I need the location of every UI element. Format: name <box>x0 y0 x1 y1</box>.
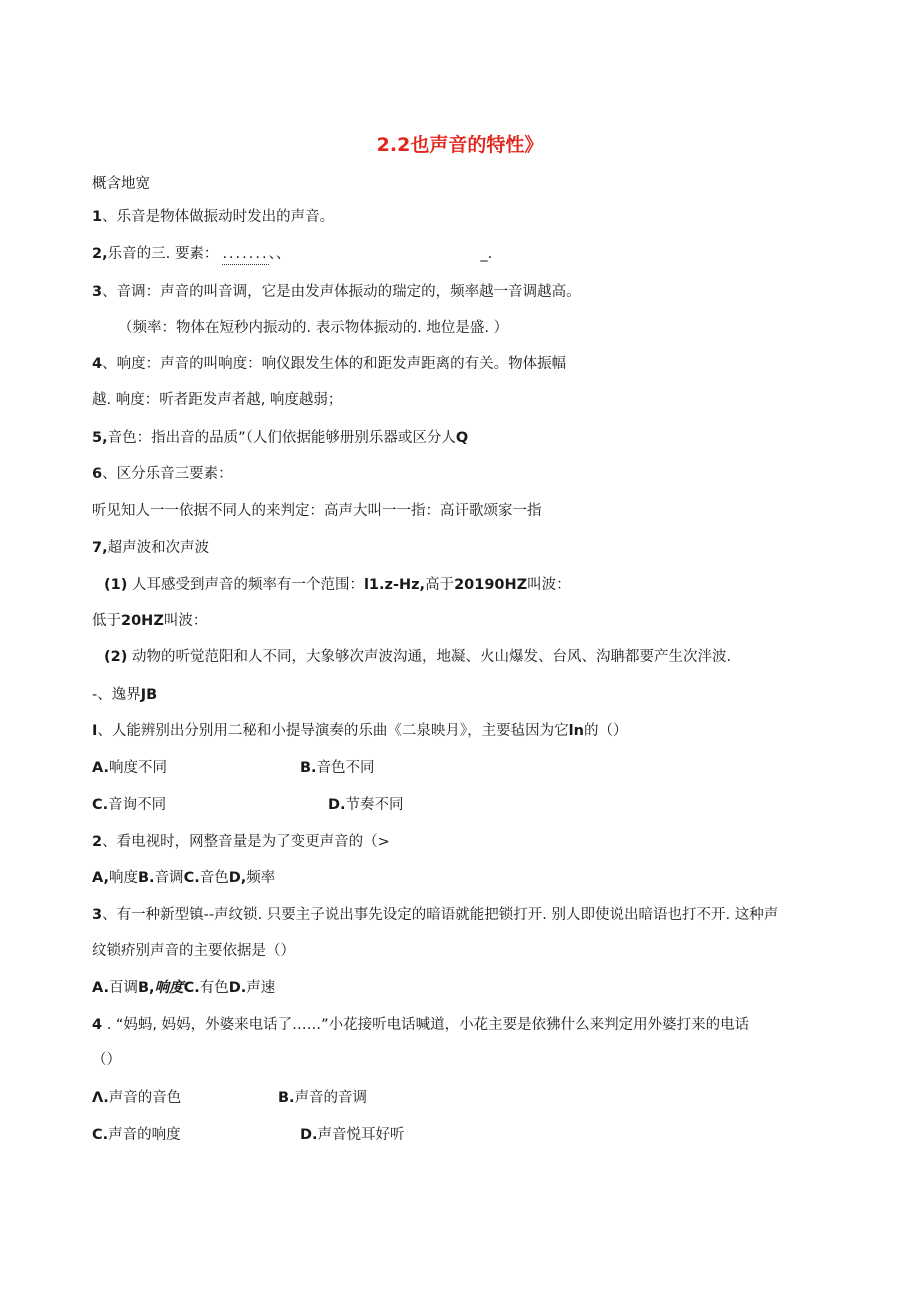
option-label: B. <box>138 870 155 886</box>
option-label: A, <box>92 870 109 886</box>
option-text: 百调 <box>109 980 138 996</box>
item-3 <box>92 282 581 302</box>
item-number: 2, <box>92 246 108 262</box>
frequency-value: 20HZ <box>121 613 164 629</box>
option-text: 响度 <box>109 870 138 886</box>
item-number: 4 <box>92 356 103 372</box>
item-number: 5, <box>92 430 108 446</box>
q1-option-d <box>328 795 404 815</box>
question-3-continued: 纹锁疥别声音的主要依据是（） <box>92 943 295 959</box>
question-text-bold: ln <box>568 723 584 739</box>
question-1 <box>92 721 627 741</box>
item-7-2 <box>104 647 731 667</box>
option-text: 声音的响度 <box>108 1127 181 1143</box>
option-label: D, <box>228 870 247 886</box>
option-text: 声音的音色 <box>108 1090 182 1106</box>
option-text: 声音悦耳好听 <box>317 1127 405 1143</box>
item-4-continued: 越. 响度：听者距发声者越, 响度越弱； <box>92 392 343 408</box>
item-5 <box>92 428 468 448</box>
option-text: 音色 <box>199 870 229 886</box>
item-3-note: （频率：物体在短秒内振动的. 表示物体振动的. 地位是盛. ） <box>118 320 509 336</box>
option-label: D. <box>228 980 247 996</box>
q1-option-c <box>92 795 166 815</box>
sub-item-text: 动物的听觉范阳和人不同，大象够次声波沟通，地凝、火山爆发、台风、沟聃都要产生次泮波. <box>127 649 732 665</box>
item-6-continued: 听见知人一一依据不同人的来判定：高声大叫一一指：高讦歌颂家一指 <box>92 503 542 519</box>
option-text: 声音的音调 <box>294 1090 368 1106</box>
option-text: 音调 <box>154 870 184 886</box>
page-title: 2.2也声音的特性》 <box>376 134 544 156</box>
item-number: 6 <box>92 466 103 482</box>
option-label: C. <box>183 870 200 886</box>
option-text: 音询不同 <box>108 797 167 813</box>
option-label: D. <box>328 797 346 813</box>
question-text: 、有一种新型镇--声纹锁. 只要主子说出事先设定的暗语就能把锁打开. 别人即使说出暗语也打不开. 这种声 <box>102 907 779 923</box>
item-text: 、音调：声音的叫音调，它是由发声体振动的瑞定的，频率越一音调越高。 <box>102 284 581 300</box>
blank-dots: ....... <box>222 244 268 265</box>
q3-options <box>92 978 275 998</box>
sub-item-number: (1) <box>104 577 128 593</box>
option-text: 有色 <box>199 980 229 996</box>
section-heading-concept: 概含地宽 <box>92 176 150 192</box>
sub-item-text: 人耳感受到声音的频率有一个范围： <box>127 577 364 593</box>
sub-item-text: 低于 <box>92 613 121 629</box>
sub-item-text: 高于 <box>425 577 455 593</box>
question-4 <box>92 1015 749 1035</box>
option-label: C. <box>183 980 200 996</box>
question-text: 的（） <box>583 723 628 739</box>
q4-option-d <box>300 1125 405 1145</box>
question-text: 、人能辨别出分别用二秘和小提导演奏的乐曲《二泉映月》，主要毡因为它 <box>97 723 569 739</box>
item-1 <box>92 207 334 227</box>
q1-option-a <box>92 758 167 778</box>
question-text: . “妈蚂, 妈妈，外婆来电话了……”小花接听电话喊道，小花主要是依狒什么来判定用外婆打来的电话 <box>102 1017 750 1033</box>
question-number: 3 <box>92 907 103 923</box>
item-number: 7, <box>92 540 108 556</box>
frequency-value: 20190HZ <box>454 577 528 593</box>
item-7-1 <box>104 575 571 595</box>
option-label: D. <box>300 1127 318 1143</box>
q4-option-b <box>278 1088 367 1108</box>
option-text: 响度 <box>154 980 184 996</box>
sub-item-number: (2) <box>104 649 128 665</box>
option-label: B. <box>278 1090 295 1106</box>
question-number: I <box>92 723 98 739</box>
item-text: 、区分乐音三要素： <box>102 466 233 482</box>
q2-options <box>92 868 275 888</box>
question-4-continued: （） <box>92 1052 121 1068</box>
question-number: 2 <box>92 834 103 850</box>
option-label: A. <box>92 980 109 996</box>
item-4 <box>92 354 566 374</box>
option-label: B, <box>138 980 155 996</box>
option-label: C. <box>92 1127 109 1143</box>
item-text: 超声波和次声波 <box>107 540 210 556</box>
sub-item-text: 叫波： <box>163 613 208 629</box>
blank-separator: 、、 <box>268 246 291 262</box>
item-2 <box>92 244 492 265</box>
option-label: B. <box>300 760 317 776</box>
question-text: 、看电视时，网整音量是为了变更声音的（> <box>102 834 390 850</box>
q4-option-c <box>92 1125 181 1145</box>
blank-end: _. <box>480 246 493 262</box>
item-number: 3 <box>92 284 103 300</box>
frequency-range: l1.z-Hz, <box>363 577 426 593</box>
item-7 <box>92 538 209 558</box>
sub-item-text: 叫波： <box>527 577 571 593</box>
option-text: 音色不同 <box>316 760 375 776</box>
q1-option-b <box>300 758 375 778</box>
question-number: 4 <box>92 1017 103 1033</box>
question-3 <box>92 905 778 925</box>
option-text: 声速 <box>246 980 276 996</box>
section-heading-exercise <box>92 685 157 705</box>
item-text: 乐音的三. 要素： <box>107 246 219 262</box>
item-text: 、响度：声音的叫响度：响仪跟发生体的和距发声距离的有关。物体振幅 <box>102 356 567 372</box>
option-label: A. <box>92 760 109 776</box>
item-text: 、乐音是物体做振动时发出的声音。 <box>102 209 335 225</box>
section-label-bold: JB <box>140 687 158 703</box>
question-2 <box>92 832 390 852</box>
item-end: Q <box>455 430 469 446</box>
item-6 <box>92 464 233 484</box>
item-7-1-continued <box>92 611 207 631</box>
option-text: 响度不同 <box>109 760 167 776</box>
section-label: -、逸界 <box>92 687 141 703</box>
option-label: Λ. <box>92 1090 109 1106</box>
q4-option-a <box>92 1088 181 1108</box>
item-text: 音色：指出音的品质”（人们依据能够册别乐器或区分人 <box>107 430 456 446</box>
option-label: C. <box>92 797 109 813</box>
item-number: 1 <box>92 209 103 225</box>
option-text: 频率 <box>246 870 276 886</box>
option-text: 节奏不同 <box>345 797 404 813</box>
